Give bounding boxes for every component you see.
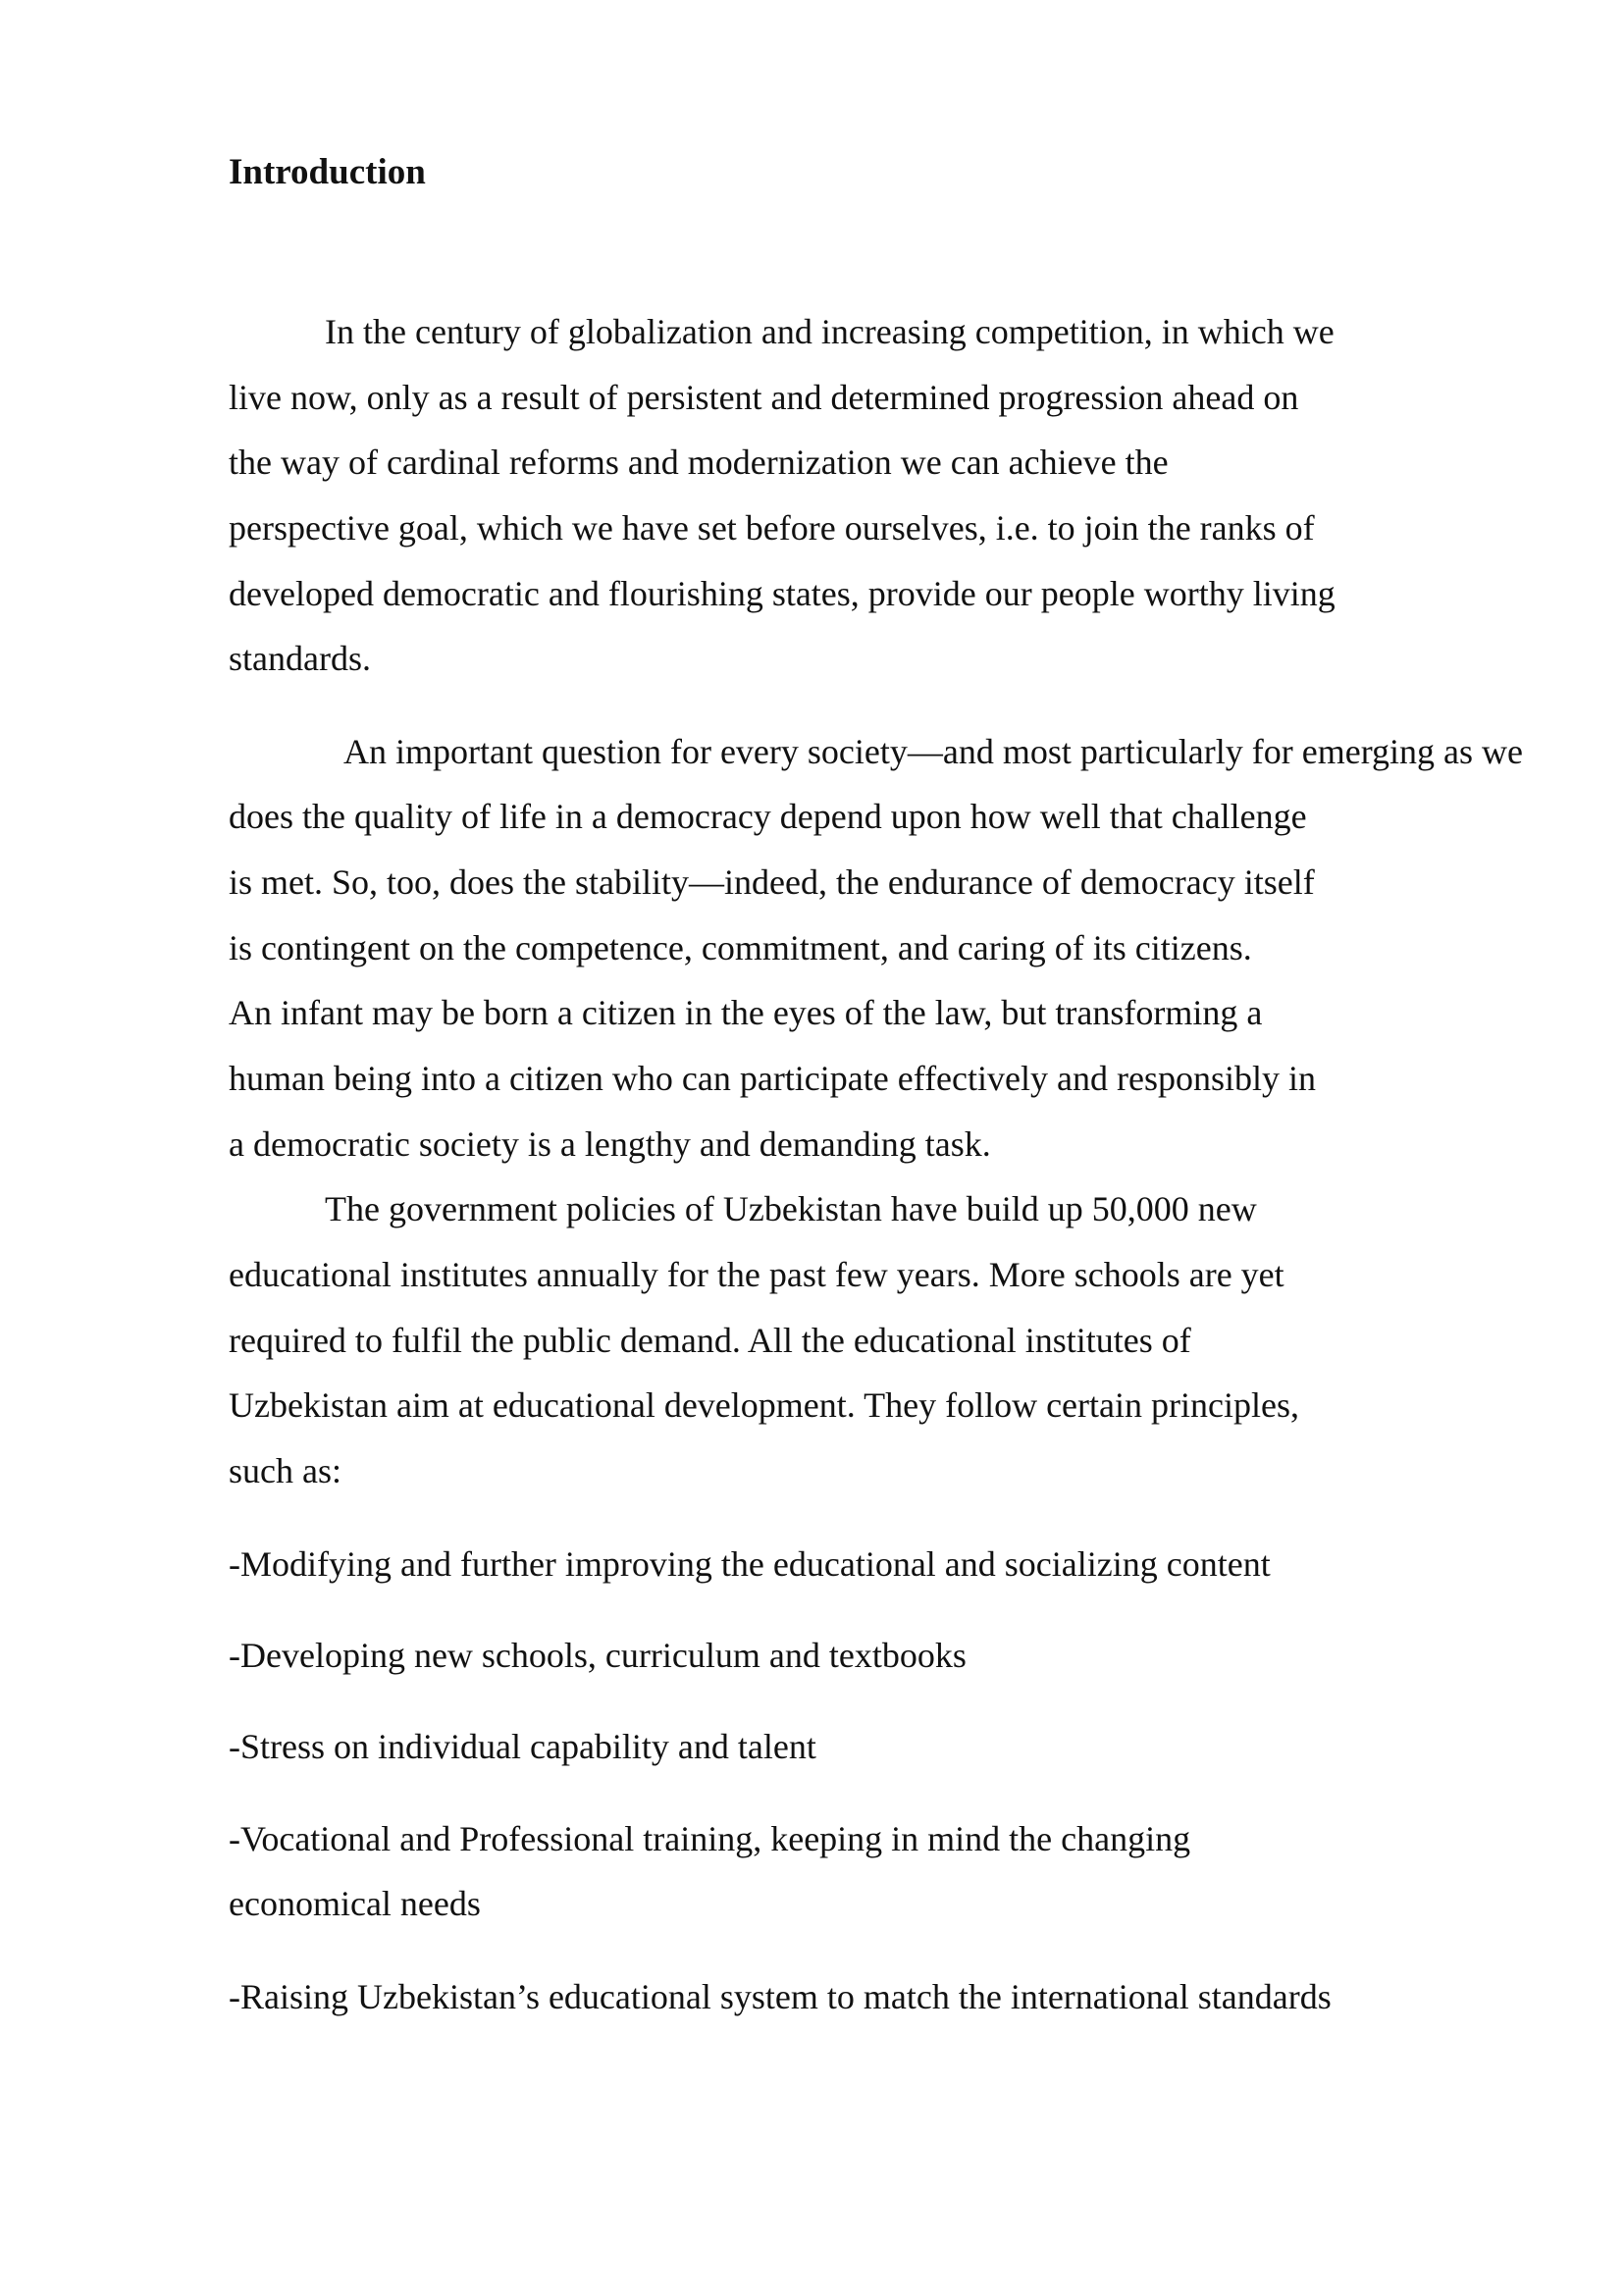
paragraph-3-line: educational institutes annually for the past few years. More schools are yet — [229, 1255, 1284, 1294]
paragraph-2-line: An important question for every society—and most particularly for emerging as we — [343, 732, 1524, 771]
paragraph-1-line: In the century of globalization and increasing competition, in which we — [325, 312, 1335, 351]
paragraph-1-line: perspective goal, which we have set before ourselves, i.e. to join the ranks of — [229, 508, 1315, 548]
principle-item: -Stress on individual capability and talent — [229, 1727, 816, 1766]
paragraph-3-line: Uzbekistan aim at educational development. They follow certain principles, — [229, 1385, 1299, 1425]
paragraph-1-line: standards. — [229, 639, 371, 678]
page-title: Introduction — [229, 152, 426, 192]
paragraph-2-line: is contingent on the competence, commitment, and caring of its citizens. — [229, 928, 1252, 967]
paragraph-2-line: does the quality of life in a democracy depend upon how well that challenge — [229, 797, 1307, 836]
paragraph-2-line: An infant may be born a citizen in the eyes of the law, but transforming a — [229, 993, 1263, 1032]
paragraph-1-line: the way of cardinal reforms and modernization we can achieve the — [229, 443, 1169, 482]
principle-item-continuation: economical needs — [229, 1884, 481, 1923]
principle-item: -Raising Uzbekistan’s educational system to match the international standards — [229, 1977, 1332, 2016]
principle-item: -Modifying and further improving the educational and socializing content — [229, 1544, 1271, 1584]
paragraph-3-line: required to fulfil the public demand. All the educational institutes of — [229, 1321, 1191, 1360]
paragraph-3-line: The government policies of Uzbekistan have build up 50,000 new — [325, 1189, 1257, 1228]
paragraph-1-line: live now, only as a result of persistent and determined progression ahead on — [229, 378, 1299, 417]
principle-item: -Developing new schools, curriculum and textbooks — [229, 1636, 967, 1675]
paragraph-1-line: developed democratic and flourishing states, provide our people worthy living — [229, 574, 1336, 613]
paragraph-2-line: is met. So, too, does the stability—indeed, the endurance of democracy itself — [229, 862, 1315, 902]
paragraph-2-line: human being into a citizen who can participate effectively and responsibly in — [229, 1059, 1316, 1098]
paragraph-3-line: such as: — [229, 1451, 341, 1490]
paragraph-2-line: a democratic society is a lengthy and demanding task. — [229, 1124, 991, 1164]
principle-item: -Vocational and Professional training, keeping in mind the changing — [229, 1819, 1191, 1858]
